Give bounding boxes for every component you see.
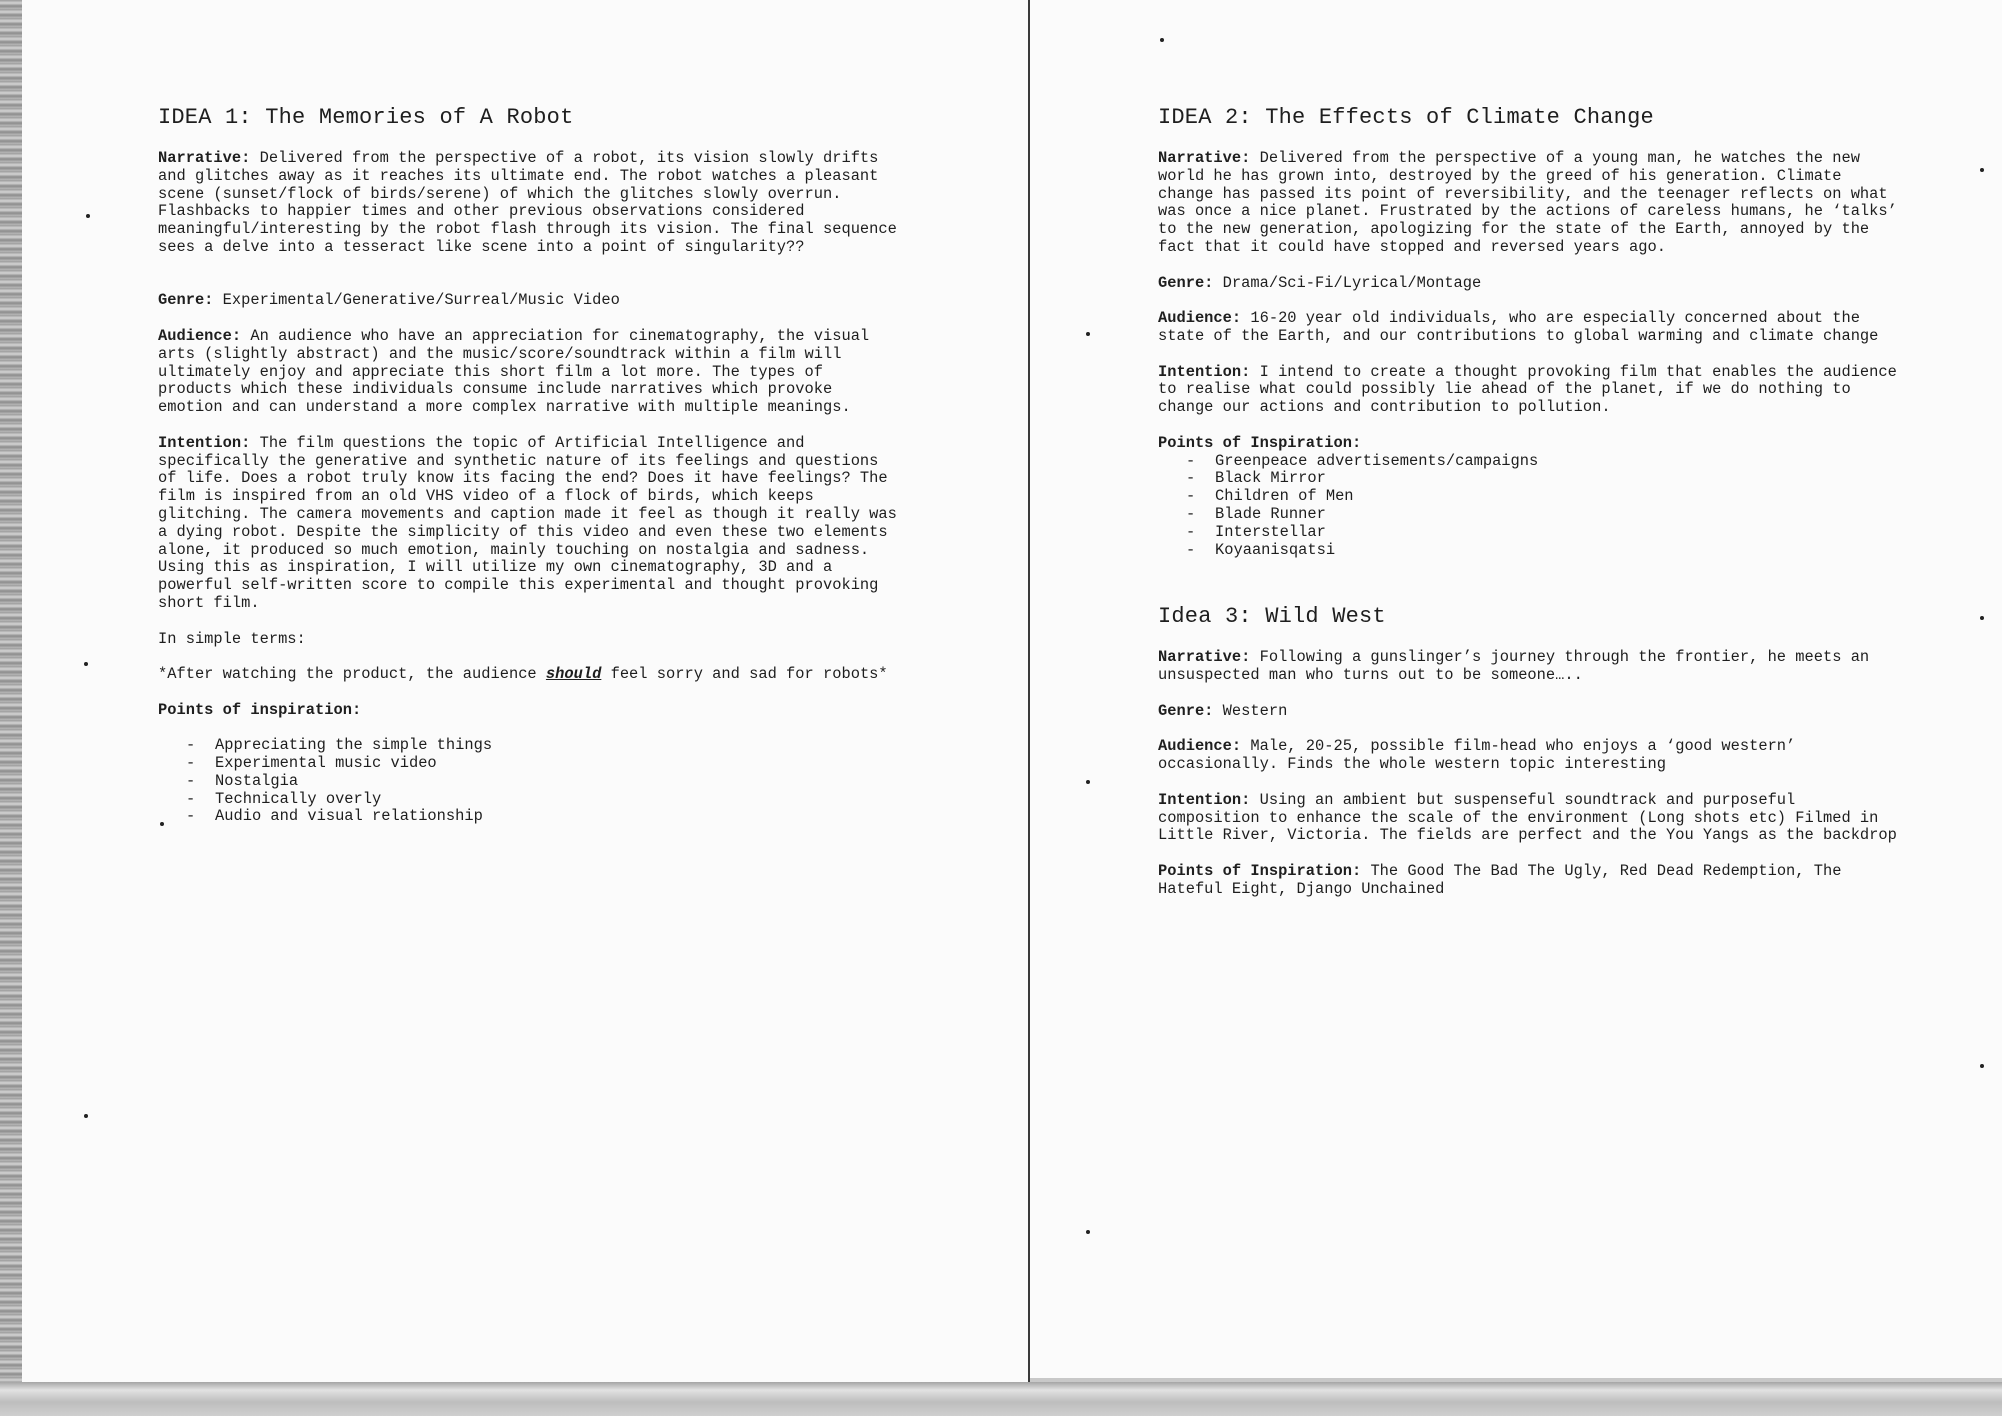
quote-before: *After watching the product, the audience xyxy=(158,665,546,684)
scan-speck xyxy=(1086,780,1090,784)
narrative-text: Following a gunslinger’s journey through the frontier, he meets an unsuspected man who turns out to be someone….. xyxy=(1158,648,1870,685)
scanner-bottom-edge xyxy=(0,1382,2002,1416)
quote-after: feel sorry and sad for robots* xyxy=(601,665,888,684)
idea1-genre xyxy=(158,292,898,310)
idea1-points-label xyxy=(158,702,898,720)
genre-label: Genre: xyxy=(158,291,214,310)
list-item: - Interstellar xyxy=(1186,524,1898,542)
list-item: - Nostalgia xyxy=(186,773,898,791)
genre-text: Western xyxy=(1213,701,1288,720)
idea1-section xyxy=(158,104,898,844)
narrative-text: Delivered from the perspective of a robot, its vision slowly drifts and glitches away as it reaches its ultimate end. The robot watches a pleasant scene (sunset/flock of birds/serene) of which the glitches slowly overrun. Flashbacks to happier times and other previous observations considered meaningful/interesting by the robot flash through its vision. The final sequence sees a delve into a tesseract like scene into a point of singularity?? xyxy=(158,149,897,256)
audience-label: Audience: xyxy=(1158,737,1242,756)
idea3-narrative xyxy=(1158,649,1898,685)
idea3-genre xyxy=(1158,703,1898,721)
audience-text: 16-20 year old individuals, who are especially concerned about the state of the Earth, and our contributions to global warming and climate change xyxy=(1158,309,1879,345)
intention-label: Intention: xyxy=(1158,790,1251,809)
idea2-intention xyxy=(1158,364,1898,417)
list-item: - Experimental music video xyxy=(186,755,898,773)
intention-text: I intend to create a thought provoking film that enables the audience to realise what could possibly lie ahead of the planet, if we do nothing to change our actions and contribution to pollution. xyxy=(1158,362,1897,417)
narrative-label: Narrative: xyxy=(1158,648,1251,667)
idea3-title: Idea 3: Wild West xyxy=(1158,604,1386,630)
right-page-content xyxy=(1158,104,1898,916)
list-item: - Appreciating the simple things xyxy=(186,737,898,755)
idea2-points-list xyxy=(1158,453,1898,560)
scan-speck xyxy=(1086,1230,1090,1234)
points-label: Points of inspiration: xyxy=(158,700,362,719)
idea1-points-list xyxy=(158,737,898,826)
list-item: - Greenpeace advertisements/campaigns xyxy=(1186,453,1898,471)
audience-text: Male, 20-25, possible film-head who enjoys a ‘good western’ occasionally. Finds the whole western topic interesting xyxy=(1158,737,1796,774)
list-item: - Children of Men xyxy=(1186,488,1898,506)
quote-emphasis: should xyxy=(545,665,602,684)
list-item: - Audio and visual relationship xyxy=(186,808,898,826)
narrative-text: Delivered from the perspective of a young man, he watches the new world he has grown into, destroyed by the greed of his generation. Climate change has passed its point of reversibility, and the teenager reflects on what was once a nice planet. Frustrated by the actions of careless humans, he ‘talks’ to the new generation, apologizing for the state of the Earth, annoyed by the fact that it could have stopped and reversed years ago. xyxy=(1158,149,1897,256)
points-text: The Good The Bad The Ugly, Red Dead Redemption, The Hateful Eight, Django Unchained xyxy=(1158,861,1842,898)
list-item: - Technically overly xyxy=(186,791,898,809)
genre-label: Genre: xyxy=(1158,273,1214,292)
idea1-quote xyxy=(158,666,898,684)
audience-label: Audience: xyxy=(1158,309,1242,328)
intention-text: The film questions the topic of Artificial Intelligence and specifically the generative and synthetic nature of its feelings and questions of life. Does a robot truly know its facing the end? Does it have feelings? The film is inspired from an old VHS video of a flock of birds, which keeps glitching. The camera movements and caption made it feel as though it really was a dying robot. Despite the simplicity of this video and even these two elements alone, it produced so much emotion, mainly touching on nostalgia and sadness. Using this as inspiration, I will utilize my own cinematography, 3D and a powerful self-written score to compile this experimental and thought provoking short film. xyxy=(158,433,897,612)
idea2-genre xyxy=(1158,275,1898,293)
idea1-audience xyxy=(158,328,898,417)
scan-speck xyxy=(1086,332,1090,336)
idea3-points xyxy=(1158,863,1898,899)
list-item: - Black Mirror xyxy=(1186,470,1898,488)
scan-speck xyxy=(1980,168,1984,172)
genre-label: Genre: xyxy=(1158,701,1214,720)
intention-text: Using an ambient but suspenseful soundtrack and purposeful composition to enhance the scale of the environment (Long shots etc) Filmed in Little River, Victoria. The fields are perfect and the You Yangs as the backdrop xyxy=(1158,790,1897,845)
audience-text: An audience who have an appreciation for cinematography, the visual arts (slightly abstract) and the music/score/soundtrack within a film will ultimately enjoy and appreciate this short film a lot more. The types of products which these individuals consume include narratives which provoke emotion and can understand a more complex narrative with multiple meanings. xyxy=(158,326,870,417)
genre-text: Experimental/Generative/Surreal/Music Video xyxy=(213,291,620,310)
scan-speck xyxy=(84,1114,88,1118)
idea2-points-label xyxy=(1158,435,1898,453)
binder-sleeve-edge xyxy=(0,0,23,1416)
audience-label: Audience: xyxy=(158,326,242,345)
scan-speck xyxy=(1160,38,1164,42)
list-item: - Koyaanisqatsi xyxy=(1186,542,1898,560)
idea3-section xyxy=(1158,603,1898,898)
scan-speck xyxy=(1980,616,1984,620)
idea1-narrative xyxy=(158,150,898,257)
idea2-title: IDEA 2: The Effects of Climate Change xyxy=(1158,105,1654,130)
narrative-label: Narrative: xyxy=(1158,149,1251,167)
idea3-intention xyxy=(1158,792,1898,845)
scan-speck xyxy=(1980,1064,1984,1068)
idea2-audience xyxy=(1158,310,1898,346)
idea2-narrative xyxy=(1158,150,1898,257)
genre-text: Drama/Sci-Fi/Lyrical/Montage xyxy=(1213,273,1482,292)
points-label: Points of Inspiration: xyxy=(1158,433,1362,452)
scan-speck xyxy=(84,662,88,666)
idea1-intention xyxy=(158,435,898,613)
intention-label: Intention: xyxy=(1158,362,1251,381)
narrative-label: Narrative: xyxy=(158,149,251,167)
idea3-audience xyxy=(1158,738,1898,774)
intention-label: Intention: xyxy=(158,433,251,452)
points-label: Points of Inspiration: xyxy=(1158,861,1362,880)
idea1-simple-terms: In simple terms: xyxy=(158,629,306,648)
scan-speck xyxy=(86,214,90,218)
idea1-title: IDEA 1: The Memories of A Robot xyxy=(158,105,574,130)
list-item: - Blade Runner xyxy=(1186,506,1898,524)
idea2-section xyxy=(1158,104,1898,559)
